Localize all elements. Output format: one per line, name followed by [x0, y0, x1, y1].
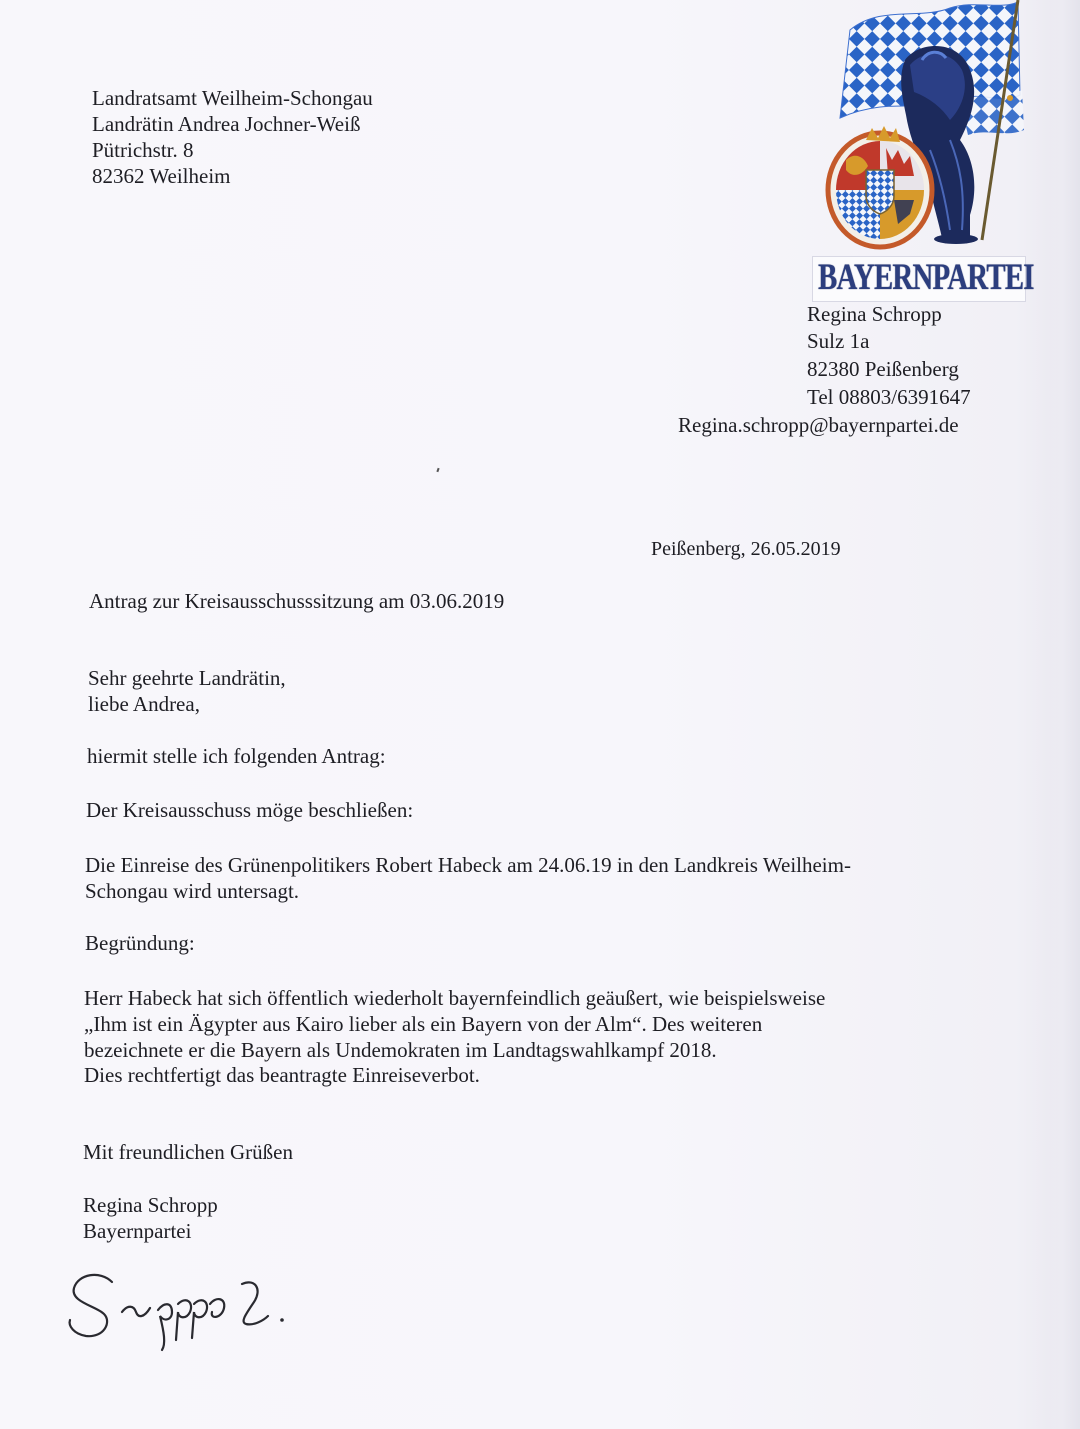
bayernpartei-lion-crest-icon — [810, 0, 1034, 300]
reason-heading: Begründung: — [85, 931, 195, 955]
closing-party: Bayernpartei — [83, 1219, 192, 1243]
sender-name: Regina Schropp — [807, 302, 942, 326]
reason-line-2: „Ihm ist ein Ägypter aus Kairo lieber als ein Bayern von der Alm“. Des weiteren — [84, 1012, 763, 1036]
recipient-line-3: Pütrichstr. 8 — [92, 138, 194, 162]
subject-line: Antrag zur Kreisausschusssitzung am 03.06.2019 — [89, 589, 505, 613]
recipient-line-4: 82362 Weilheim — [92, 164, 231, 188]
reason-line-3: bezeichnete er die Bayern als Undemokraten im Landtagswahlkampf 2018. — [84, 1038, 717, 1062]
page-edge-shadow — [1036, 0, 1080, 1429]
sender-street: Sulz 1a — [807, 329, 870, 353]
body-intro: hiermit stelle ich folgenden Antrag: — [87, 744, 386, 768]
closing-greeting: Mit freundlichen Grüßen — [83, 1140, 293, 1164]
salutation-line-1: Sehr geehrte Landrätin, — [88, 666, 286, 690]
sender-city: 82380 Peißenberg — [807, 357, 959, 381]
party-logo-text: BAYERNPARTEI — [818, 257, 1034, 298]
motion-line-2: Schongau wird untersagt. — [85, 879, 300, 903]
recipient-line-1: Landratsamt Weilheim-Schongau — [92, 86, 373, 110]
handwritten-signature-icon — [60, 1262, 350, 1352]
recipient-line-2: Landrätin Andrea Jochner-Weiß — [92, 112, 361, 136]
reason-line-4: Dies rechtfertigt das beantragte Einreiseverbot. — [84, 1063, 480, 1087]
sender-email: Regina.schropp@bayernpartei.de — [678, 413, 959, 437]
salutation-line-2: liebe Andrea, — [88, 692, 200, 716]
sender-phone: Tel 08803/6391647 — [807, 385, 971, 409]
reason-line-1: Herr Habeck hat sich öffentlich wiederholt bayernfeindlich geäußert, wie beispielsweise — [84, 986, 826, 1010]
motion-line-1: Die Einreise des Grünenpolitikers Robert Habeck am 24.06.19 in den Landkreis Weilheim- — [85, 853, 851, 877]
date-line: Peißenberg, 26.05.2019 — [651, 538, 841, 560]
closing-name: Regina Schropp — [83, 1193, 218, 1217]
motion-intro: Der Kreisausschuss möge beschließen: — [86, 798, 414, 822]
